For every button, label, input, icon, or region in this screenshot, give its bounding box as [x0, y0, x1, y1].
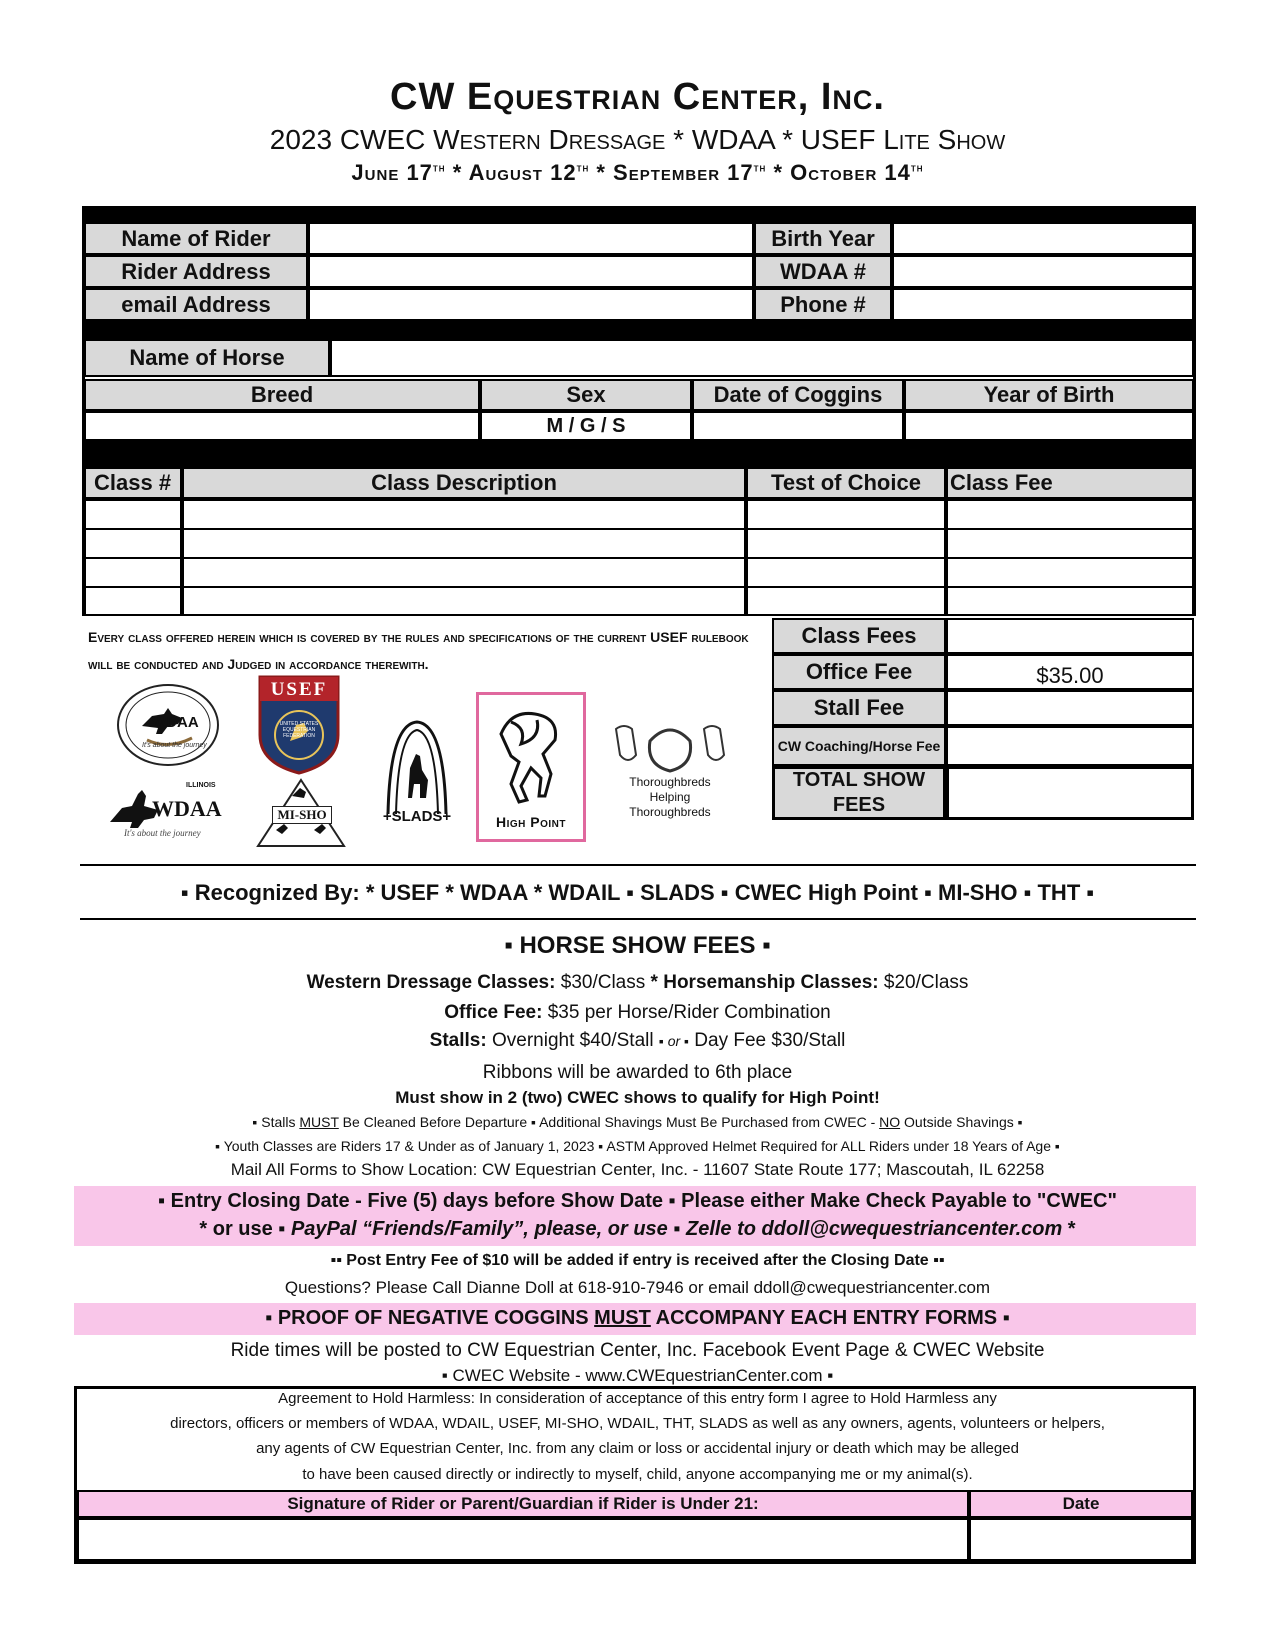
- tht-line-3: Thoroughbreds: [629, 804, 711, 819]
- agreement-line-2: directors, officers or members of WDAA, WDAIL, USEF, MI-SHO, WDAIL, THT, SLADS as well as any owners, agents, volunteers or helpers,: [170, 1415, 1105, 1432]
- horseshoe-horses-icon: [610, 721, 730, 775]
- page-subtitle: 2023 CWEC Western Dressage * WDAA * USEF Lite Show: [269, 124, 1006, 155]
- stalls-rule: ▪ Stalls MUST Be Cleaned Before Departure ▪ Additional Shavings Must Be Purchased from CWEC - NO Outside Shavings ▪: [252, 1114, 1023, 1130]
- tht-logo: [610, 715, 730, 825]
- date-3: September 17: [613, 160, 754, 185]
- high-point-logo-text: High Point: [495, 814, 566, 830]
- birth-year-label: Birth Year: [754, 222, 892, 255]
- stall-fee-label: Stall Fee: [772, 690, 946, 726]
- birth-year-field[interactable]: [892, 222, 1194, 255]
- wdaa-label: WDAA #: [754, 255, 892, 288]
- class-description-header: Class Description: [182, 467, 746, 499]
- sex-options[interactable]: M / G / S: [480, 411, 692, 441]
- date-1: June 17: [351, 160, 433, 185]
- mail-address: Mail All Forms to Show Location: CW Equestrian Center, Inc. - 11607 State Route 177; Mascoutah, IL 62258: [230, 1160, 1045, 1179]
- usef-seal-text: UNITED STATES EQUESTRIAN FEDERATION: [279, 721, 319, 739]
- usef-logo-text: USEF: [270, 679, 328, 700]
- office-fee-label: Office Fee: [772, 654, 946, 690]
- agreement-line-1: Agreement to Hold Harmless: In consideration of acceptance of this entry form I agree to Hold Harmless any: [278, 1390, 997, 1407]
- date-2: August 12: [468, 160, 577, 185]
- email-label: email Address: [84, 288, 308, 321]
- stall-fee-field[interactable]: [946, 690, 1194, 726]
- test-of-choice-header: Test of Choice: [746, 467, 946, 499]
- website-line: ▪ CWEC Website - www.CWEquestrianCenter.com ▪: [441, 1366, 834, 1385]
- tht-line-2: Helping: [649, 789, 691, 804]
- agreement-line-4: to have been caused directly or indirectly to myself, child, anyone accompanying me or my animal(s).: [302, 1466, 973, 1483]
- illinois-text: ILLINOIS: [186, 782, 216, 789]
- arch-rider-icon: [380, 718, 454, 818]
- high-point-logo: [476, 692, 586, 842]
- horse-name-field[interactable]: [330, 339, 1194, 377]
- wdaa-logo-text: WDAA: [152, 714, 199, 731]
- yob-label: Year of Birth: [904, 379, 1194, 411]
- stalls-line: Stalls: Overnight $40/Stall ▪ or ▪ Day Fee $30/Stall: [429, 1030, 846, 1051]
- post-entry-fee: ▪▪ Post Entry Fee of $10 will be added if entry is received after the Closing Date ▪▪: [330, 1252, 945, 1269]
- agreement-line-3: any agents of CW Equestrian Center, Inc. from any claim or loss or accidental injury or death which may be alleged: [256, 1440, 1019, 1457]
- class-fee-header: Class Fee: [946, 467, 1194, 499]
- section-bar: [82, 321, 1194, 339]
- class-fees-label: Class Fees: [772, 618, 946, 654]
- breed-field[interactable]: [84, 411, 480, 441]
- class-fees-line: Western Dressage Classes: $30/Class * Horsemanship Classes: $20/Class: [306, 972, 969, 993]
- recognized-by: ▪ Recognized By: * USEF * WDAA * WDAIL ▪ SLADS ▪ CWEC High Point ▪ MI-SHO ▪ THT ▪: [180, 880, 1095, 905]
- table-row[interactable]: [84, 557, 1194, 559]
- sex-label: Sex: [480, 379, 692, 411]
- rider-address-field[interactable]: [308, 255, 754, 288]
- class-number-header: Class #: [84, 467, 182, 499]
- coaching-fee-field[interactable]: [946, 726, 1194, 766]
- email-field[interactable]: [308, 288, 754, 321]
- office-fee-line: Office Fee: $35 per Horse/Rider Combination: [444, 1002, 831, 1023]
- misho-logo: [256, 778, 346, 848]
- fees-heading: ▪ HORSE SHOW FEES ▪: [504, 932, 771, 959]
- class-fees-field[interactable]: [946, 618, 1194, 654]
- wdaa-il-logo-text: WDAA: [152, 796, 222, 821]
- horse-name-label: Name of Horse: [84, 339, 330, 377]
- usef-logo: [258, 675, 340, 775]
- slads-logo: [380, 708, 454, 828]
- yob-field[interactable]: [904, 411, 1194, 441]
- misho-logo-text: MI-SHO: [272, 806, 332, 824]
- rider-name-label: Name of Rider: [84, 222, 308, 255]
- page-title: CW Equestrian Center, Inc.: [390, 76, 885, 118]
- rearing-horse-icon: [481, 704, 581, 814]
- signature-field[interactable]: [77, 1518, 969, 1561]
- section-bar: [82, 441, 1194, 467]
- office-fee-value[interactable]: $35.00: [946, 654, 1194, 690]
- rider-name-field[interactable]: [308, 222, 754, 255]
- youth-rule: ▪ Youth Classes are Riders 17 & Under as of January 1, 2023 ▪ ASTM Approved Helmet Required for ALL Riders under 18 Years of Age ▪: [215, 1138, 1060, 1154]
- table-row[interactable]: [84, 528, 1194, 530]
- coaching-fee-label: CW Coaching/Horse Fee: [772, 726, 946, 766]
- wdaa-logo-tagline: It's about the journey: [142, 742, 207, 749]
- wdaa-illinois-logo: [104, 782, 234, 842]
- show-dates: June 17th * August 12th * September 17th * October 14th: [351, 160, 924, 185]
- section-bar: [82, 206, 1194, 222]
- coggins-label: Date of Coggins: [692, 379, 904, 411]
- wdaa-il-tagline: It's about the journey: [124, 828, 201, 838]
- phone-field[interactable]: [892, 288, 1194, 321]
- closing-date-line-2: * or use ▪ PayPal “Friends/Family”, please, or use ▪ Zelle to ddoll@cwequestriancenter.com *: [199, 1218, 1076, 1240]
- date-4: October 14: [790, 160, 911, 185]
- closing-date-line-1: ▪ Entry Closing Date - Five (5) days before Show Date ▪ Please either Make Check Payable to "CWEC": [158, 1190, 1117, 1212]
- tht-line-1: Thoroughbreds: [629, 774, 711, 789]
- high-point-rule: Must show in 2 (two) CWEC shows to qualify for High Point!: [395, 1088, 880, 1107]
- wdaa-logo: [112, 680, 224, 770]
- table-right-border: [1193, 206, 1196, 616]
- total-fees-label: TOTAL SHOW FEES: [772, 766, 946, 820]
- divider: [80, 918, 1196, 920]
- coggins-notice: ▪ PROOF OF NEGATIVE COGGINS MUST ACCOMPANY EACH ENTRY FORMS ▪: [265, 1307, 1010, 1329]
- coggins-field[interactable]: [692, 411, 904, 441]
- rider-address-label: Rider Address: [84, 255, 308, 288]
- table-row[interactable]: [84, 586, 1194, 588]
- ride-times-line: Ride times will be posted to CW Equestrian Center, Inc. Facebook Event Page & CWEC Website: [230, 1340, 1045, 1361]
- table-left-border: [82, 206, 85, 616]
- ribbons-line: Ribbons will be awarded to 6th place: [482, 1062, 793, 1083]
- phone-label: Phone #: [754, 288, 892, 321]
- breed-label: Breed: [84, 379, 480, 411]
- wdaa-field[interactable]: [892, 255, 1194, 288]
- slads-logo-text: +SLADS+: [382, 808, 452, 825]
- questions-line: Questions? Please Call Dianne Doll at 618-910-7946 or email ddoll@cwequestriancenter.com: [284, 1278, 991, 1297]
- date-field[interactable]: [969, 1518, 1193, 1561]
- total-fees-field[interactable]: [946, 766, 1194, 820]
- date-label: Date: [969, 1490, 1193, 1518]
- usef-disclaimer: Every class offered herein which is covered by the rules and specifications of the current USEF rulebook will be conducted and Judged in accordance therewith.: [88, 629, 749, 672]
- signature-label: Signature of Rider or Parent/Guardian if Rider is Under 21:: [77, 1490, 969, 1518]
- divider: [80, 864, 1196, 866]
